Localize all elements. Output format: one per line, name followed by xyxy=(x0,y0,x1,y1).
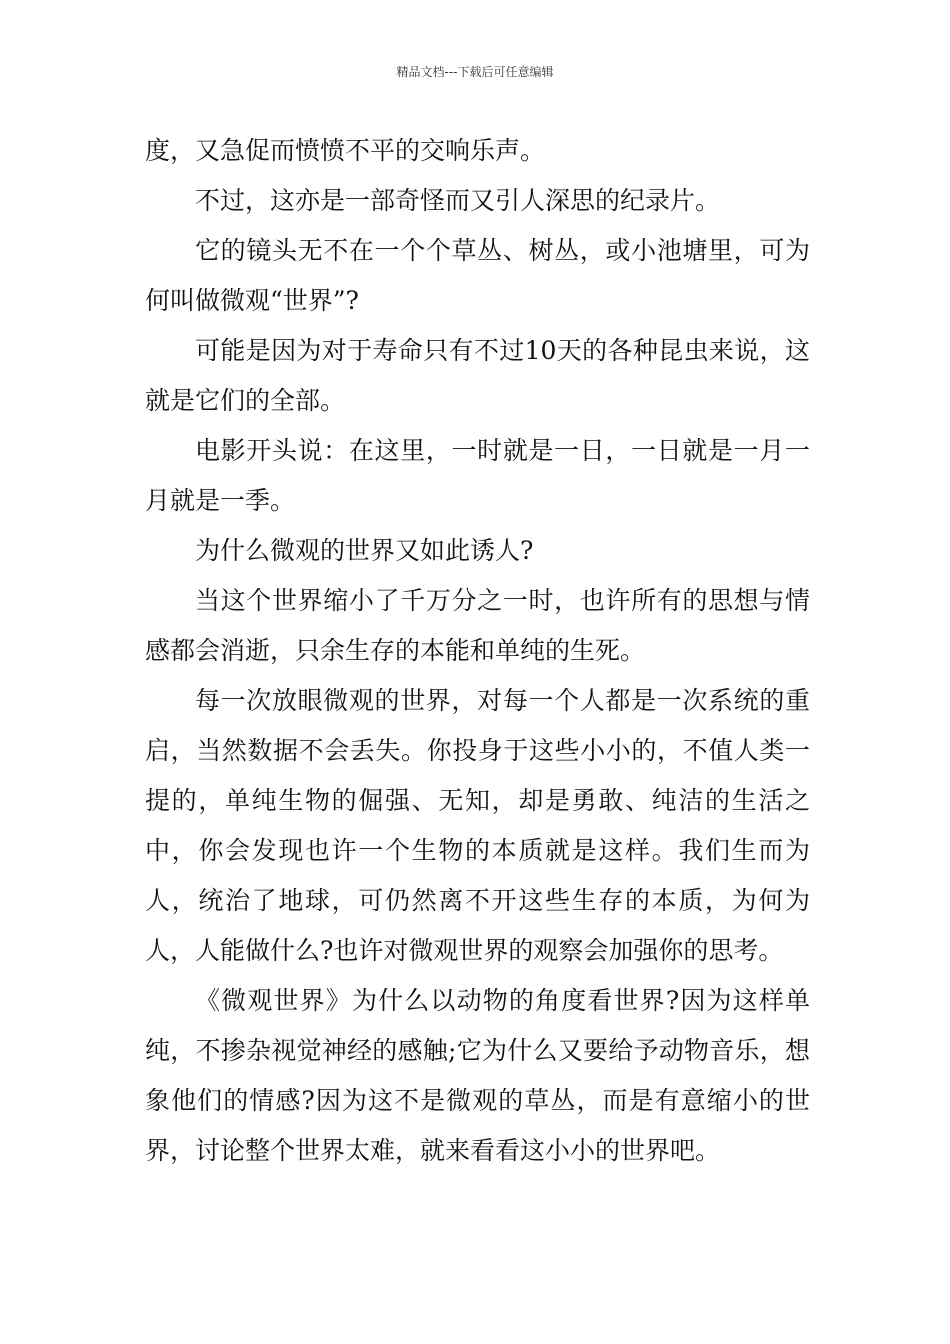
paragraph-7: 当这个世界缩小了千万分之一时，也许所有的思想与情感都会消逝，只余生存的本能和单纯的生死。 xyxy=(145,586,810,665)
paragraph-3: 它的镜头无不在一个个草丛、树丛，或小池塘里，可为何叫做微观“世界”? xyxy=(145,236,810,315)
paragraph-6: 为什么微观的世界又如此诱人? xyxy=(195,536,534,565)
paragraph-1: 度，又急促而愤愤不平的交响乐声。 xyxy=(145,136,546,165)
page-header: 精品文档---下载后可任意编辑 xyxy=(396,65,554,79)
paragraph-2: 不过，这亦是一部奇怪而又引人深思的纪录片。 xyxy=(195,186,721,215)
paragraph-9: 《微观世界》为什么以动物的角度看世界?因为这样单纯，不掺杂视觉神经的感触;它为什么又要给予动物音乐，想象他们的情感?因为这不是微观的草丛，而是有意缩小的世界，讨论整个世界太难，就来看看这小小的世界吧。 xyxy=(145,986,810,1165)
paragraph-4: 可能是因为对于寿命只有不过10天的各种昆虫来说，这就是它们的全部。 xyxy=(145,336,810,415)
paragraph-8: 每一次放眼微观的世界，对每一个人都是一次系统的重启，当然数据不会丢失。你投身于这些小小的，不值人类一提的，单纯生物的倔强、无知，却是勇敢、纯洁的生活之中，你会发现也许一个生物的本质就是这样。我们生而为人，统治了地球，可仍然离不开这些生存的本质，为何为人，人能做什么?也许对微观世界的观察会加强你的思考。 xyxy=(145,686,810,965)
paragraph-5: 电影开头说：在这里，一时就是一日，一日就是一月一月就是一季。 xyxy=(145,436,810,515)
document-body xyxy=(145,126,810,1176)
